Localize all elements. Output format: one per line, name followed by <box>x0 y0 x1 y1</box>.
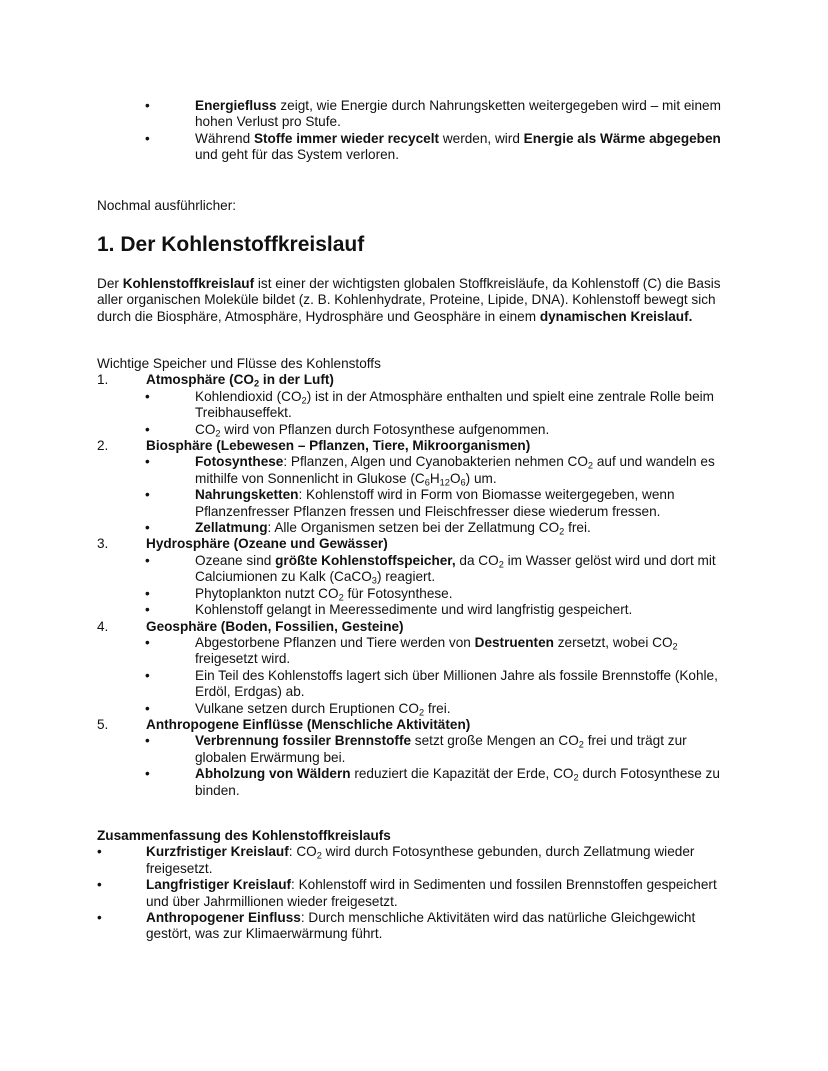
intro-paragraph: Der Kohlenstoffkreislauf ist einer der wichtigsten globalen Stoffkreisläufe, da Kohlenstoff (C) die Basis aller organischen Moleküle bildet (z. B. Kohlenhydrate, Proteine, Lipide, DNA). Kohlenstoff bewegt sich durch die Biosphäre, Atmosphäre, Hydrosphäre und Geosphäre in einem dynamischen Kreislauf. <box>97 276 721 324</box>
list-item: • Anthropogener Einfluss: Durch menschliche Aktivitäten wird das natürliche Gleichgewicht gestört, was zur Klimaerwärmung führt. <box>97 910 696 942</box>
list-item: • Zellatmung: Alle Organismen setzen bei der Zellatmung $CO_2$ frei. <box>145 520 591 537</box>
bullet-marker: • <box>145 520 150 536</box>
bullet-marker: • <box>145 98 150 113</box>
summary-section <box>97 828 737 943</box>
bullet-marker: • <box>145 634 150 650</box>
list-item: • Vulkane setzen durch Eruptionen $CO_2$ frei. <box>145 700 451 718</box>
stores-title: Wichtige Speicher und Flüsse des Kohlenstoffs <box>97 356 381 371</box>
list-item: • Phytoplankton nutzt $CO_2$ für Fotosynthese. <box>145 585 453 603</box>
list-item: • Kurzfristiger Kreislauf: $CO_2$ wird durch Fotosynthese gebunden, durch Zellatmung wieder freigesetzt. <box>97 844 695 876</box>
list-item: • Ozeane sind größte Kohlenstoffspeicher, da $CO_2$ im Wasser gelöst wird und dort mit Calciumionen zu Kalk (CaCO$_3$) reagiert. <box>145 552 716 586</box>
more-detail-line: Nochmal ausführlicher: <box>97 198 237 213</box>
page-title: 1. Der Kohlenstoffkreislauf <box>97 233 365 256</box>
bullet-marker: • <box>145 700 150 716</box>
section-number: 4. <box>97 618 109 634</box>
bullet-marker: • <box>145 667 150 683</box>
bullet-marker: • <box>97 877 102 893</box>
section-heading: 5. Anthropogene Einflüsse (Menschliche Aktivitäten) <box>97 716 471 732</box>
bullet-marker: • <box>145 585 150 601</box>
list-item: • Fotosynthese: Pflanzen, Algen und Cyanobakterien nehmen $CO_2$ auf und wandeln es mithilfe von Sonnenlicht in Glukose $(C_6H_{12}O_6)$ um. <box>145 454 715 488</box>
list-item: • Während Stoffe immer wieder recycelt werden, wird Energie als Wärme abgegeben und geht für das System verloren. <box>145 130 721 163</box>
list-item: • $CO_2$ wird von Pflanzen durch Fotosynthese aufgenommen. <box>145 421 550 439</box>
list-item: • Verbrennung fossiler Brennstoffe setzt große Mengen an $CO_2$ frei und trägt zur globalen Erwärmung bei. <box>145 733 687 765</box>
bullet-marker: • <box>145 388 150 404</box>
section-heading: 4. Geosphäre (Boden, Fossilien, Gesteine) <box>97 618 404 634</box>
bullet-marker: • <box>145 733 150 749</box>
bullet-marker: • <box>97 844 102 860</box>
bullet-marker: • <box>145 454 150 470</box>
section-number: 5. <box>97 716 109 732</box>
list-item: • Kohlenstoff gelangt in Meeressedimente und wird langfristig gespeichert. <box>145 602 633 618</box>
list-item: • Ein Teil des Kohlenstoffs lagert sich über Millionen Jahre als fossile Brennstoffe (Kohle, Erdöl, Erdgas) ab. <box>145 667 718 700</box>
section-heading: 1. Atmosphäre ($CO_2$ in der Luft) <box>97 372 334 389</box>
section-heading: 3. Hydrosphäre (Ozeane und Gewässer) <box>97 536 388 552</box>
list-item: • Abholzung von Wäldern reduziert die Kapazität der Erde, $CO_2$ durch Fotosynthese zu binden. <box>145 766 720 798</box>
list-item: • Nahrungsketten: Kohlenstoff wird in Form von Biomasse weitergegeben, wenn Pflanzenfresser Pflanzen fressen und Fleischfresser diese wiederum fressen. <box>145 487 675 519</box>
section-number: 1. <box>97 372 109 388</box>
section-number: 2. <box>97 438 109 454</box>
intro-bullet-list <box>97 98 737 164</box>
bullet-marker: • <box>145 130 150 146</box>
summary-title: Zusammenfassung des Kohlenstoffkreislaufs <box>97 828 391 843</box>
list-item: • Langfristiger Kreislauf: Kohlenstoff wird in Sedimenten und fossilen Brennstoffen gespeichert und über Jahrmillionen wieder freigesetzt. <box>97 877 717 909</box>
bullet-marker: • <box>145 552 150 568</box>
bullet-marker: • <box>145 602 150 618</box>
bullet-marker: • <box>97 910 102 926</box>
section-number: 3. <box>97 536 109 552</box>
stores-section <box>97 356 737 799</box>
list-item: • Kohlendioxid $(CO_2)$ ist in der Atmosphäre enthalten und spielt eine zentrale Rolle beim Treibhauseffekt. <box>145 388 714 421</box>
bullet-marker: • <box>145 421 150 437</box>
bullet-marker: • <box>145 766 150 782</box>
list-item: • Abgestorbene Pflanzen und Tiere werden von Destruenten zersetzt, wobei $CO_2$ freigesetzt wird. <box>145 634 678 667</box>
list-item: • Energiefluss zeigt, wie Energie durch Nahrungsketten weitergegeben wird – mit einem hohen Verlust pro Stufe. <box>145 98 721 130</box>
bullet-marker: • <box>145 487 150 503</box>
section-heading: 2. Biosphäre (Lebewesen – Pflanzen, Tiere, Mikroorganismen) <box>97 438 531 454</box>
